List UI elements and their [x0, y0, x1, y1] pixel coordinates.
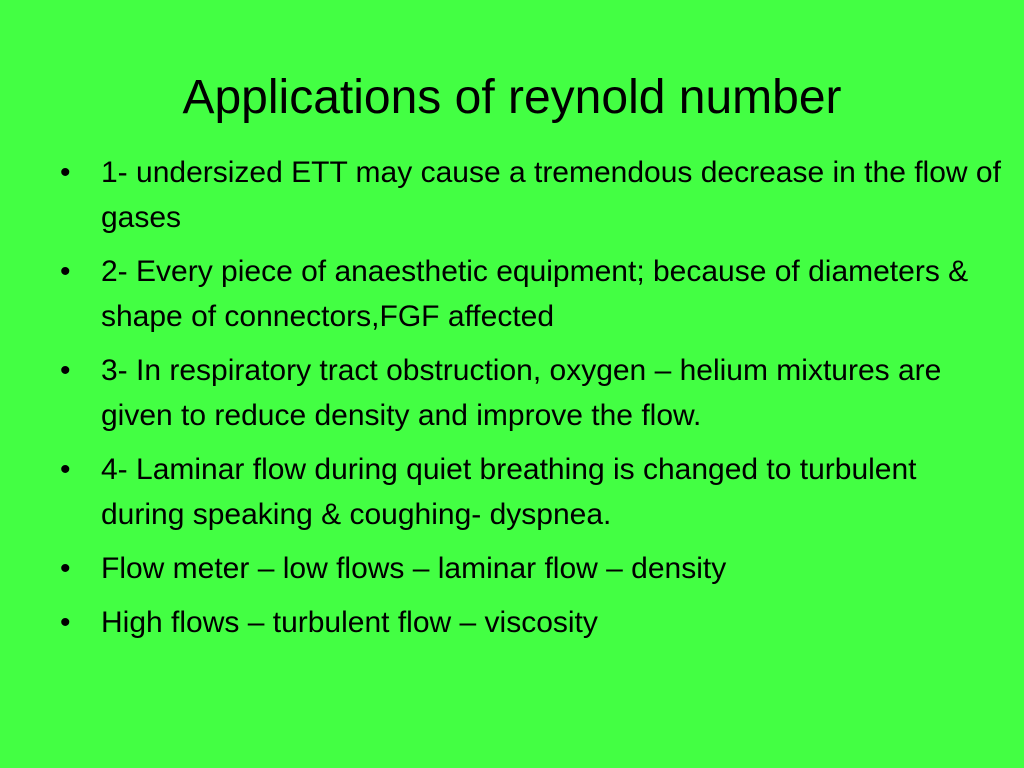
bullet-text-4: 4- Laminar flow during quiet breathing is changed to turbulent during speaking & coughing- dyspnea.	[101, 453, 917, 531]
bullet-item-3	[56, 348, 1006, 438]
bullet-text-2: 2- Every piece of anaesthetic equipment; because of diameters & shape of connectors,FGF affected	[101, 255, 969, 333]
bullet-item-6	[56, 600, 1006, 645]
bullet-list	[56, 150, 1006, 654]
bullet-text-6: High flows – turbulent flow – viscosity	[101, 606, 598, 639]
bullet-dot: •	[60, 606, 71, 639]
bullet-dot: •	[60, 354, 71, 387]
bullet-text-5: Flow meter – low flows – laminar flow – density	[101, 552, 727, 585]
slide-title: Applications of reynold number	[182, 71, 842, 124]
bullet-item-4	[56, 447, 1006, 537]
bullet-dot: •	[60, 255, 71, 288]
bullet-item-1	[56, 150, 1006, 240]
bullet-item-5	[56, 546, 1006, 591]
bullet-dot: •	[60, 552, 71, 585]
bullet-item-2	[56, 249, 1006, 339]
bullet-text-1: 1- undersized ETT may cause a tremendous decrease in the flow of gases	[101, 156, 1001, 234]
bullet-dot: •	[60, 156, 71, 189]
bullet-text-3: 3- In respiratory tract obstruction, oxygen – helium mixtures are given to reduce density and improve the flow.	[101, 354, 942, 432]
bullet-dot: •	[60, 453, 71, 486]
